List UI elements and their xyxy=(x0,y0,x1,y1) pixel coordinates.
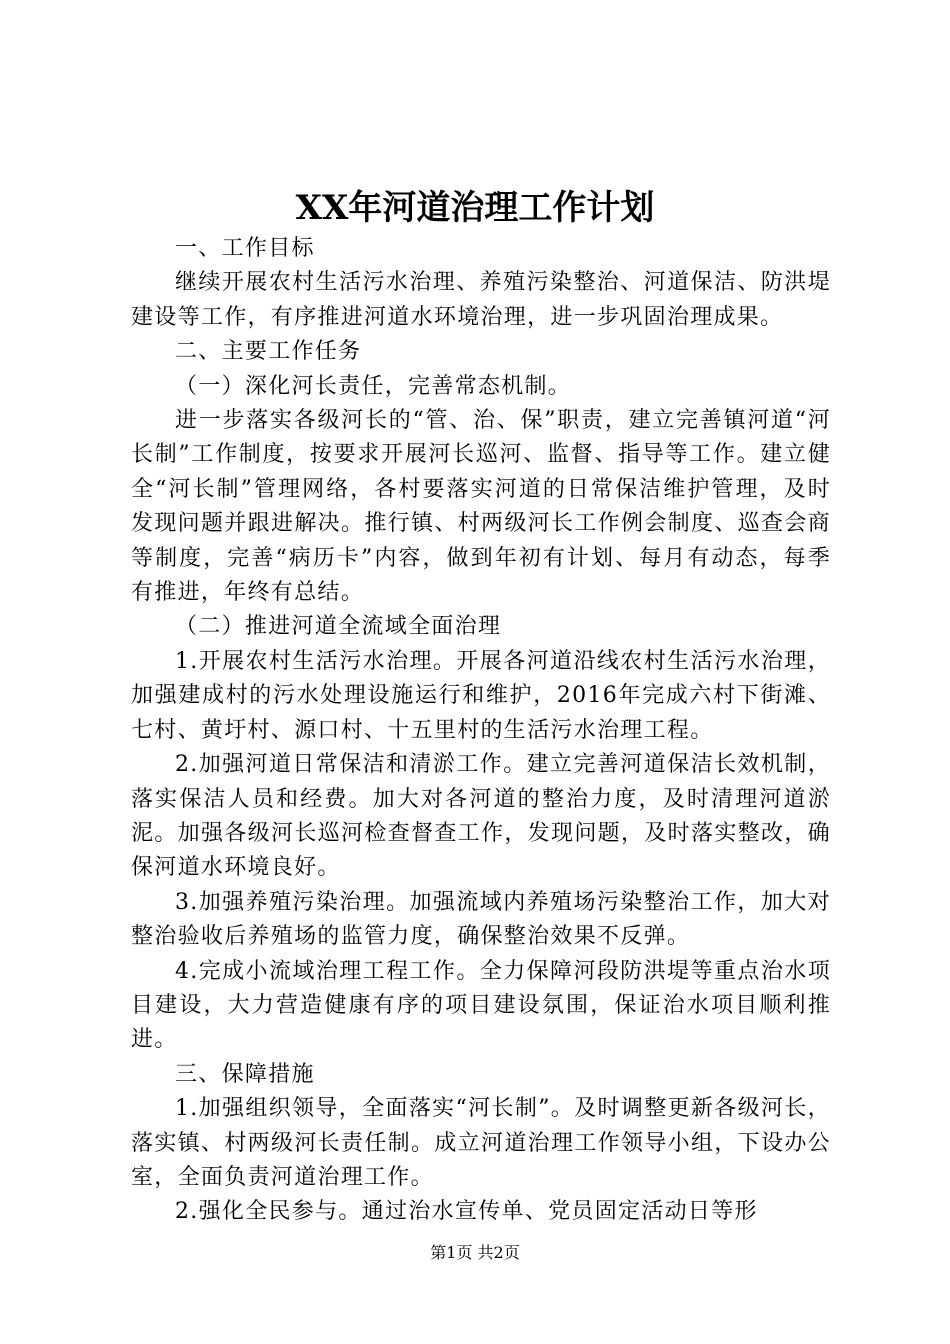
page-title: XX年河道治理工作计划 xyxy=(295,188,655,228)
page-number-footer: 第1页 共2页 xyxy=(430,1243,520,1262)
paragraph-measure-2: 2.强化全民参与。通过治水宣传单、党员固定活动日等形 xyxy=(175,1199,758,1225)
section-heading-tasks: 二、主要工作任务 xyxy=(175,339,362,365)
paragraph-item-2: 2.加强河道日常保洁和清淤工作。建立完善河道保洁长效机制，落实保洁人员和经费。加大对各河道的整治力度，及时清理河道淤泥。加强各级河长巡河检查督查工作，发现问题，及时落实整改，确保河道水环境良好。 xyxy=(131,752,831,881)
section-heading-goals: 一、工作目标 xyxy=(175,236,315,261)
paragraph-river-chief: 进一步落实各级河长的“管、治、保”职责，建立完善镇河道“河长制”工作制度，按要求开展河长巡河、监督、指导等工作。建立健全“河长制”管理网络，各村要落实河道的日常保洁维护管理，及时发现问题并跟进解决。推行镇、村两级河长工作例会制度、巡查会商等制度，完善“病历卡”内容，做到年初有计划、每月有动态，每季有推进，年终有总结。 xyxy=(131,408,831,606)
paragraph-item-3: 3.加强养殖污染治理。加强流域内养殖场污染整治工作，加大对整治验收后养殖场的监管力度，确保整治效果不反弹。 xyxy=(131,889,831,950)
section-heading-measures: 三、保障措施 xyxy=(175,1061,315,1087)
document-body xyxy=(131,232,831,1230)
paragraph-item-1: 1.开展农村生活污水治理。开展各河道沿线农村生活污水治理，加强建成村的污水处理设施运行和维护，2016年完成六村下街滩、七村、黄圩村、源口村、十五里村的生活污水治理工程。 xyxy=(131,648,831,743)
paragraph-goals: 继续开展农村生活污水治理、养殖污染整治、河道保洁、防洪堤建设等工作，有序推进河道水环境治理，进一步巩固治理成果。 xyxy=(131,270,831,330)
paragraph-measure-1: 1.加强组织领导，全面落实“河长制”。及时调整更新各级河长，落实镇、村两级河长责任制。成立河道治理工作领导小组，下设办公室，全面负责河道治理工作。 xyxy=(131,1096,831,1190)
subsection-heading-2: （二）推进河道全流域全面治理 xyxy=(175,614,502,640)
paragraph-item-4: 4.完成小流域治理工程工作。全力保障河段防洪堤等重点治水项目建设，大力营造健康有序的项目建设氛围，保证治水项目顺利推进。 xyxy=(131,958,831,1053)
subsection-heading-1: （一）深化河长责任，完善常态机制。 xyxy=(175,373,572,399)
